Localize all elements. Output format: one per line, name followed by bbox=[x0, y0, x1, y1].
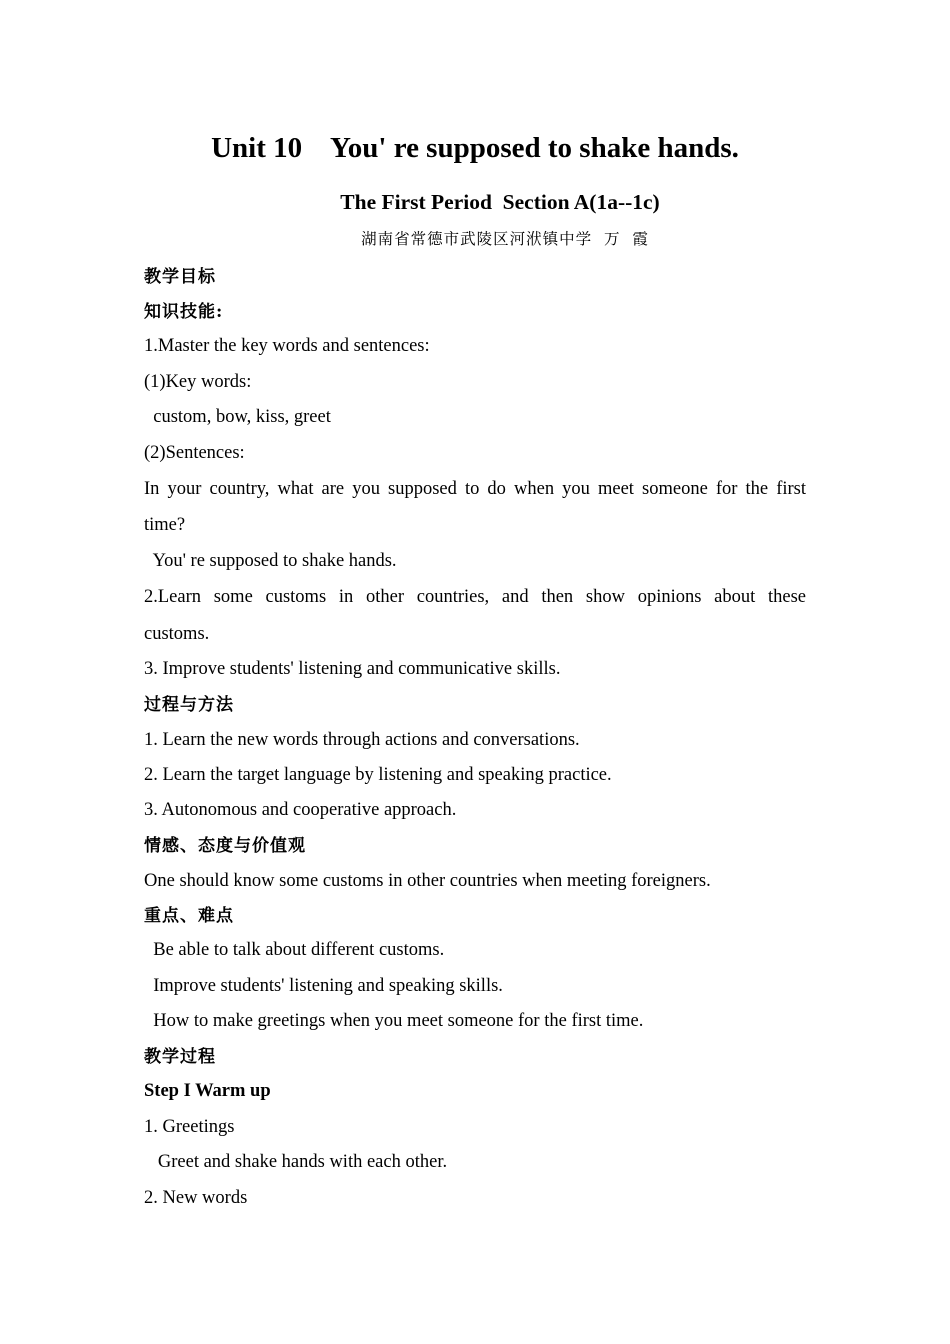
step-1-heading: Step I Warm up bbox=[144, 1081, 271, 1101]
knowledge-item-3: 3. Improve students' listening and communicative skills. bbox=[144, 659, 561, 679]
period-subtitle: The First Period Section A(1a--1c) bbox=[340, 190, 660, 214]
process-item-3: 3. Autonomous and cooperative approach. bbox=[144, 800, 457, 820]
sentence-2: You' re supposed to shake hands. bbox=[144, 551, 397, 571]
knowledge-item-2-line-2: customs. bbox=[144, 624, 210, 644]
knowledge-item-1: 1.Master the key words and sentences: bbox=[144, 336, 430, 356]
key-point-2: Improve students' listening and speaking skills. bbox=[144, 976, 503, 996]
emotion-text: One should know some customs in other countries when meeting foreigners. bbox=[144, 871, 711, 891]
greetings-text: Greet and shake hands with each other. bbox=[144, 1152, 448, 1172]
document-title: Unit 10 You' re supposed to shake hands. bbox=[211, 132, 739, 164]
key-points-heading: 重点、难点 bbox=[144, 906, 234, 926]
knowledge-item-2-line-1: 2.Learn some customs in other countries, and then show opinions about these bbox=[144, 587, 806, 607]
process-heading: 过程与方法 bbox=[144, 695, 234, 715]
author-line: 湖南省常德市武陵区河洑镇中学 万 霞 bbox=[361, 230, 649, 248]
sentence-1-line-2: time? bbox=[144, 515, 186, 535]
greetings-item: 1. Greetings bbox=[144, 1117, 235, 1137]
process-item-1: 1. Learn the new words through actions and conversations. bbox=[144, 730, 580, 750]
procedure-heading: 教学过程 bbox=[144, 1047, 216, 1067]
key-point-1: Be able to talk about different customs. bbox=[144, 940, 445, 960]
knowledge-heading: 知识技能: bbox=[144, 302, 224, 322]
key-point-3: How to make greetings when you meet someone for the first time. bbox=[144, 1011, 644, 1031]
key-words: custom, bow, kiss, greet bbox=[144, 407, 331, 427]
process-item-2: 2. Learn the target language by listening and speaking practice. bbox=[144, 765, 612, 785]
emotion-heading: 情感、态度与价值观 bbox=[144, 836, 306, 856]
new-words-item: 2. New words bbox=[144, 1188, 248, 1208]
sentence-1-line-1: In your country, what are you supposed to do when you meet someone for the first bbox=[144, 479, 806, 499]
key-words-label: (1)Key words: bbox=[144, 372, 252, 392]
objectives-heading: 教学目标 bbox=[144, 267, 216, 287]
sentences-label: (2)Sentences: bbox=[144, 443, 245, 463]
